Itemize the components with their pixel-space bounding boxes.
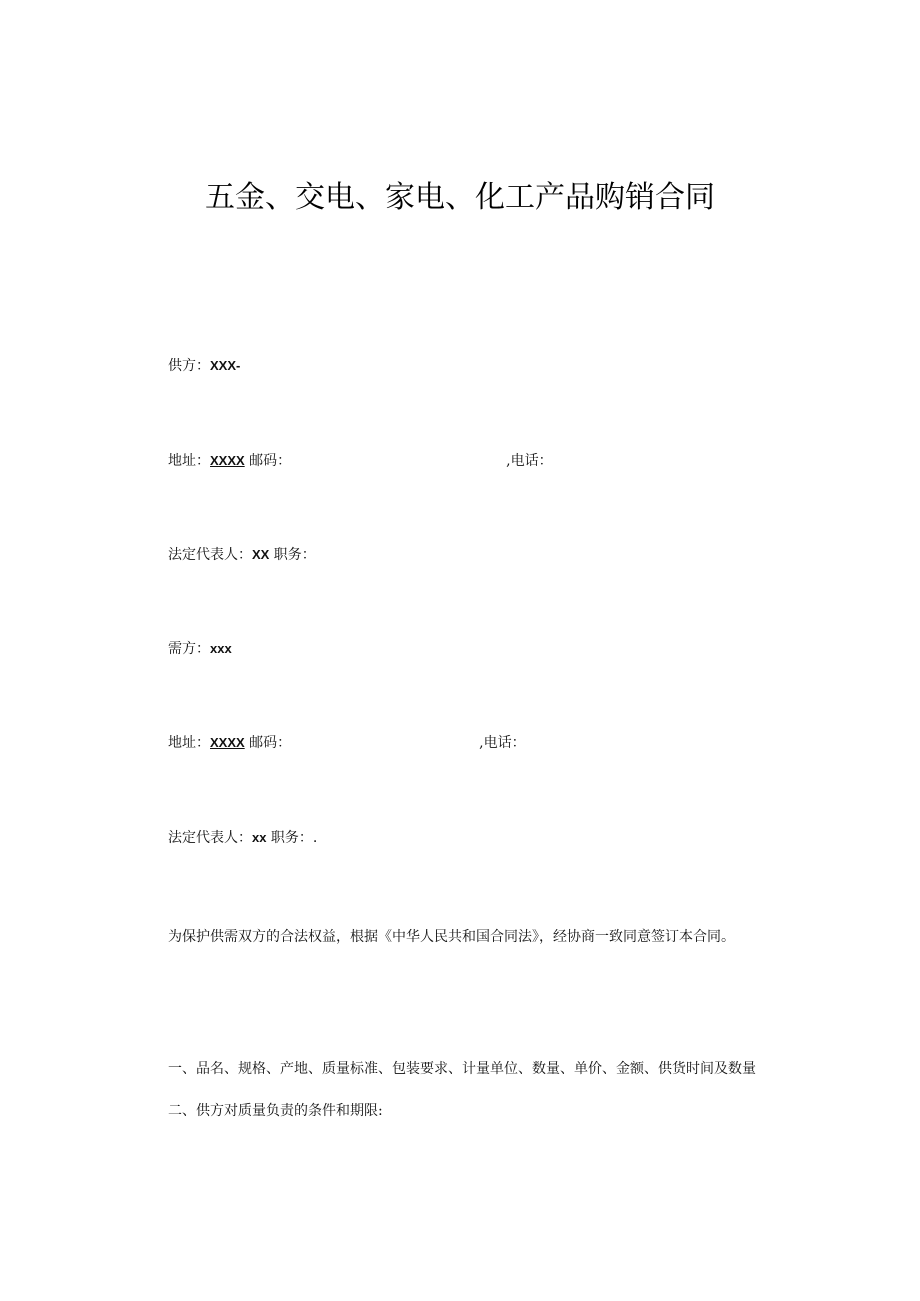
buyer-address-value: XXXX bbox=[210, 735, 245, 750]
buyer-rep-line bbox=[168, 828, 317, 848]
buyer-line bbox=[168, 639, 232, 659]
supplier-label: 供方： bbox=[168, 358, 210, 374]
supplier-position-label: 职务： bbox=[273, 547, 316, 563]
supplier-line bbox=[168, 356, 240, 376]
supplier-rep-line bbox=[168, 545, 316, 565]
buyer-rep-value: xx bbox=[252, 830, 267, 845]
supplier-value: XXX- bbox=[210, 358, 241, 373]
supplier-phone-label: ,电话： bbox=[506, 453, 553, 469]
buyer-postcode-label: 邮码： bbox=[249, 735, 292, 751]
buyer-phone-label: ,电话： bbox=[479, 735, 526, 751]
supplier-postcode-label: 邮码： bbox=[249, 453, 292, 469]
supplier-rep-label: 法定代表人： bbox=[168, 547, 252, 563]
supplier-address-value: XXXX bbox=[210, 453, 245, 468]
clause-1: 一、品名、规格、产地、质量标准、包装要求、计量单位、数量、单价、金额、供货时间及数量 bbox=[168, 1061, 756, 1077]
buyer-value: xxx bbox=[210, 641, 232, 656]
supplier-address-line bbox=[168, 451, 553, 471]
document-title: 五金、交电、家电、化工产品购销合同 bbox=[205, 180, 715, 215]
buyer-address-line bbox=[168, 733, 526, 753]
clause-2: 二、供方对质量负责的条件和期限: bbox=[168, 1103, 383, 1119]
buyer-rep-label: 法定代表人： bbox=[168, 830, 252, 846]
buyer-label: 需方： bbox=[168, 641, 210, 657]
buyer-address-label: 地址： bbox=[168, 735, 210, 751]
buyer-position-label: 职务：. bbox=[270, 830, 318, 846]
supplier-rep-value: XX bbox=[252, 547, 270, 562]
intro-paragraph: 为保护供需双方的合法权益，根据《中华人民共和国合同法》，经协商一致同意签订本合同。 bbox=[168, 929, 735, 945]
supplier-address-label: 地址： bbox=[168, 453, 210, 469]
